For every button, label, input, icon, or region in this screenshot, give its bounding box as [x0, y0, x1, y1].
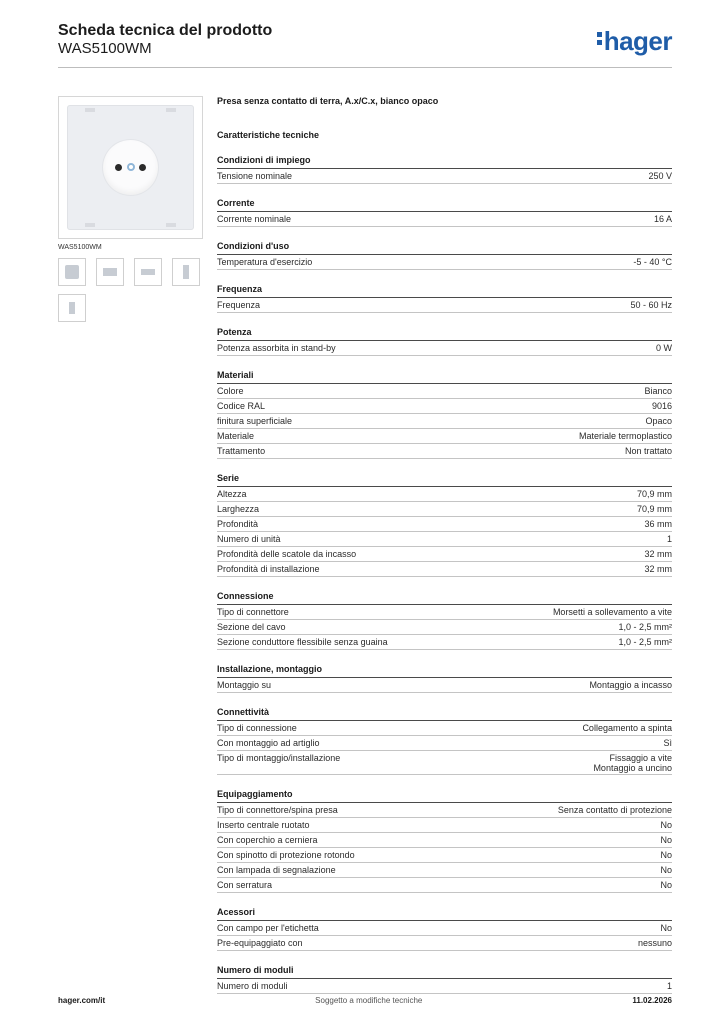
logo-text: hager: [603, 26, 672, 56]
section-title: Equipaggiamento: [217, 789, 672, 803]
spec-value-line: Materiale termoplastico: [578, 431, 672, 441]
spec-value: [553, 607, 672, 618]
spec-value-line: 1: [666, 534, 672, 544]
hager-logo: [597, 26, 672, 57]
spec-label: Sezione conduttore flessibile senza guaina: [217, 637, 388, 647]
spec-row: [217, 736, 672, 751]
spec-value-line: 36 mm: [644, 519, 672, 529]
spec-row: [217, 605, 672, 620]
spec-label: Altezza: [217, 489, 247, 499]
spec-section: [217, 965, 672, 994]
socket-pin-icon: [139, 164, 146, 171]
spec-label: Con spinotto di protezione rotondo: [217, 850, 355, 860]
section-title: Serie: [217, 473, 672, 487]
spec-value: [660, 880, 672, 891]
spec-row: [217, 803, 672, 818]
spec-row: [217, 818, 672, 833]
spec-label: Corrente nominale: [217, 214, 292, 224]
spec-value-line: 70,9 mm: [636, 504, 672, 514]
spec-label: Numero di moduli: [217, 981, 288, 991]
spec-section: [217, 198, 672, 227]
spec-value-line: nessuno: [637, 938, 672, 948]
spec-value-line: Bianco: [644, 386, 672, 396]
mounting-view-icon[interactable]: [58, 294, 86, 322]
spec-section: [217, 241, 672, 270]
spec-value-line: Montaggio a incasso: [589, 680, 672, 690]
spec-value: [648, 171, 672, 182]
spec-value: [589, 680, 672, 691]
spec-label: Tipo di connettore/spina presa: [217, 805, 338, 815]
spec-value-line: 9016: [651, 401, 672, 411]
spec-value-line: 250 V: [648, 171, 672, 181]
spec-label: Profondità delle scatole da incasso: [217, 549, 357, 559]
section-title: Corrente: [217, 198, 672, 212]
image-caption: WAS5100WM: [58, 244, 102, 251]
spec-row: [217, 547, 672, 562]
spec-value: [558, 805, 672, 816]
spec-row: [217, 878, 672, 893]
spec-row: [217, 487, 672, 502]
spec-label: Sezione del cavo: [217, 622, 286, 632]
product-code: WAS5100WM: [58, 40, 152, 57]
characteristics-heading: Caratteristiche tecniche: [217, 130, 320, 140]
spec-value-line: 0 W: [655, 343, 672, 353]
spec-label: Profondità di installazione: [217, 564, 320, 574]
spec-value-line: 1: [666, 981, 672, 991]
spec-label: Montaggio su: [217, 680, 272, 690]
thumbnail-gallery: [58, 258, 203, 322]
spec-row: [217, 532, 672, 547]
section-title: Installazione, montaggio: [217, 664, 672, 678]
spec-value-line: 32 mm: [644, 549, 672, 559]
spec-label: Tipo di connessione: [217, 723, 297, 733]
spec-row: [217, 399, 672, 414]
header-divider: [58, 67, 672, 68]
spec-label: Tipo di montaggio/installazione: [217, 753, 341, 763]
spec-label: Tensione nominale: [217, 171, 293, 181]
spec-row: [217, 921, 672, 936]
spec-value: [667, 981, 672, 992]
spec-row: [217, 635, 672, 650]
product-media: [58, 96, 203, 322]
footer-website-link[interactable]: hager.com/it: [58, 996, 106, 1005]
spec-value-line: No: [660, 923, 672, 933]
spec-label: Con serratura: [217, 880, 273, 890]
spec-row: [217, 678, 672, 693]
spec-section: [217, 707, 672, 775]
spec-value-line: Montaggio a uncino: [593, 763, 672, 773]
spec-value-line: No: [660, 865, 672, 875]
spec-value-line: 32 mm: [644, 564, 672, 574]
section-title: Potenza: [217, 327, 672, 341]
spec-value: [654, 214, 672, 225]
spec-value: [644, 386, 672, 397]
spec-row: [217, 517, 672, 532]
spec-value: [630, 300, 672, 311]
spec-value-line: No: [660, 835, 672, 845]
spec-row: [217, 833, 672, 848]
spec-value-line: Senza contatto di protezione: [557, 805, 672, 815]
spec-value: [625, 446, 672, 457]
spec-value: [644, 549, 672, 560]
section-title: Acessori: [217, 907, 672, 921]
socket-indicator-icon: [127, 163, 135, 171]
spec-section: [217, 284, 672, 313]
spec-label: Potenza assorbita in stand-by: [217, 343, 336, 353]
spec-value: [660, 923, 672, 934]
spec-value: [618, 637, 672, 648]
spec-value: [660, 820, 672, 831]
spec-label: Materiale: [217, 431, 255, 441]
spec-section: [217, 664, 672, 693]
spec-label: Profondità: [217, 519, 259, 529]
spec-row: [217, 721, 672, 736]
page-footer: [58, 996, 672, 1005]
top-view-icon[interactable]: [134, 258, 162, 286]
spec-row: [217, 848, 672, 863]
spec-value: [637, 504, 672, 515]
spec-panel: [217, 96, 672, 994]
spec-value-line: 1,0 - 2,5 mm²: [618, 622, 672, 632]
spec-value: [645, 416, 672, 427]
section-title: Materiali: [217, 370, 672, 384]
footer-date: 11.02.2026: [632, 996, 672, 1005]
spec-label: Larghezza: [217, 504, 260, 514]
section-title: Connettività: [217, 707, 672, 721]
spec-value: [579, 431, 672, 442]
spec-section: [217, 327, 672, 356]
spec-label: Con coperchio a cerniera: [217, 835, 318, 845]
spec-section: [217, 370, 672, 459]
spec-row: [217, 562, 672, 577]
side-view-icon[interactable]: [96, 258, 124, 286]
socket-face-icon: [103, 140, 158, 195]
spec-value-line: No: [660, 850, 672, 860]
page-header: [58, 22, 672, 68]
spec-value: [638, 938, 672, 949]
spec-label: Con campo per l'etichetta: [217, 923, 319, 933]
spec-value: [667, 534, 672, 545]
logo-dots-icon: [597, 29, 602, 48]
section-title: Numero di moduli: [217, 965, 672, 979]
spec-row: [217, 384, 672, 399]
spec-value-line: Opaco: [645, 416, 672, 426]
spec-value: [652, 401, 672, 412]
spec-label: Trattamento: [217, 446, 266, 456]
spec-row: [217, 341, 672, 356]
spec-value-line: 50 - 60 Hz: [630, 300, 672, 310]
spec-section: [217, 473, 672, 577]
spec-value-line: 70,9 mm: [636, 489, 672, 499]
section-title: Condizioni d'uso: [217, 241, 672, 255]
spec-value: [660, 865, 672, 876]
product-description: Presa senza contatto di terra, A.x/C.x, bianco opaco: [217, 96, 439, 106]
spec-section: [217, 907, 672, 951]
socket-pin-icon: [115, 164, 122, 171]
spec-value: [618, 622, 672, 633]
spec-value: [637, 489, 672, 500]
spec-value-line: 1,0 - 2,5 mm²: [618, 637, 672, 647]
spec-row: [217, 444, 672, 459]
spec-value: [660, 850, 672, 861]
spec-label: Numero di unità: [217, 534, 281, 544]
spec-value-line: Fissaggio a vite: [609, 753, 672, 763]
spec-value-line: No: [660, 880, 672, 890]
spec-value: [633, 257, 672, 268]
spec-label: Colore: [217, 386, 244, 396]
spec-value-line: 16 A: [653, 214, 672, 224]
spec-value-line: Collegamento a spinta: [582, 723, 672, 733]
spec-value-line: Non trattato: [624, 446, 672, 456]
section-title: Frequenza: [217, 284, 672, 298]
spec-label: Tipo di connettore: [217, 607, 289, 617]
footer-note: Soggetto a modifiche tecniche: [315, 996, 423, 1005]
spec-section: [217, 591, 672, 650]
spec-row: [217, 863, 672, 878]
spec-label: Codice RAL: [217, 401, 266, 411]
spec-row: [217, 255, 672, 270]
spec-row: [217, 414, 672, 429]
spec-value: [660, 835, 672, 846]
spec-row: [217, 212, 672, 227]
spec-label: Con lampada di segnalazione: [217, 865, 336, 875]
spec-label: Frequenza: [217, 300, 261, 310]
spec-label: Con montaggio ad artiglio: [217, 738, 320, 748]
spec-value: [656, 343, 672, 354]
section-title: Condizioni di impiego: [217, 155, 672, 169]
spec-label: Inserto centrale ruotato: [217, 820, 310, 830]
spec-value: [582, 723, 672, 734]
spec-value-line: No: [660, 820, 672, 830]
spec-section: [217, 789, 672, 893]
spec-value-line: -5 - 40 °C: [633, 257, 672, 267]
spec-row: [217, 502, 672, 517]
socket-plate-icon: [67, 105, 194, 230]
product-image: [58, 96, 203, 239]
spec-sections: [217, 155, 672, 994]
spec-row: [217, 751, 672, 775]
spec-value: [663, 738, 672, 749]
spec-row: [217, 979, 672, 994]
spec-row: [217, 298, 672, 313]
spec-row: [217, 936, 672, 951]
front-view-icon[interactable]: [58, 258, 86, 286]
section-title: Connessione: [217, 591, 672, 605]
spec-row: [217, 429, 672, 444]
spec-label: Pre-equipaggiato con: [217, 938, 303, 948]
spec-label: finitura superficiale: [217, 416, 293, 426]
spec-value-line: Sì: [663, 738, 672, 748]
spec-value: [644, 519, 672, 530]
spec-value: [593, 753, 672, 773]
dimension-view-icon[interactable]: [172, 258, 200, 286]
page-title: Scheda tecnica del prodotto: [58, 22, 273, 39]
spec-row: [217, 620, 672, 635]
spec-label: Temperatura d'esercizio: [217, 257, 313, 267]
spec-row: [217, 169, 672, 184]
spec-value-line: Morsetti a sollevamento a vite: [552, 607, 672, 617]
spec-value: [644, 564, 672, 575]
spec-section: [217, 155, 672, 184]
